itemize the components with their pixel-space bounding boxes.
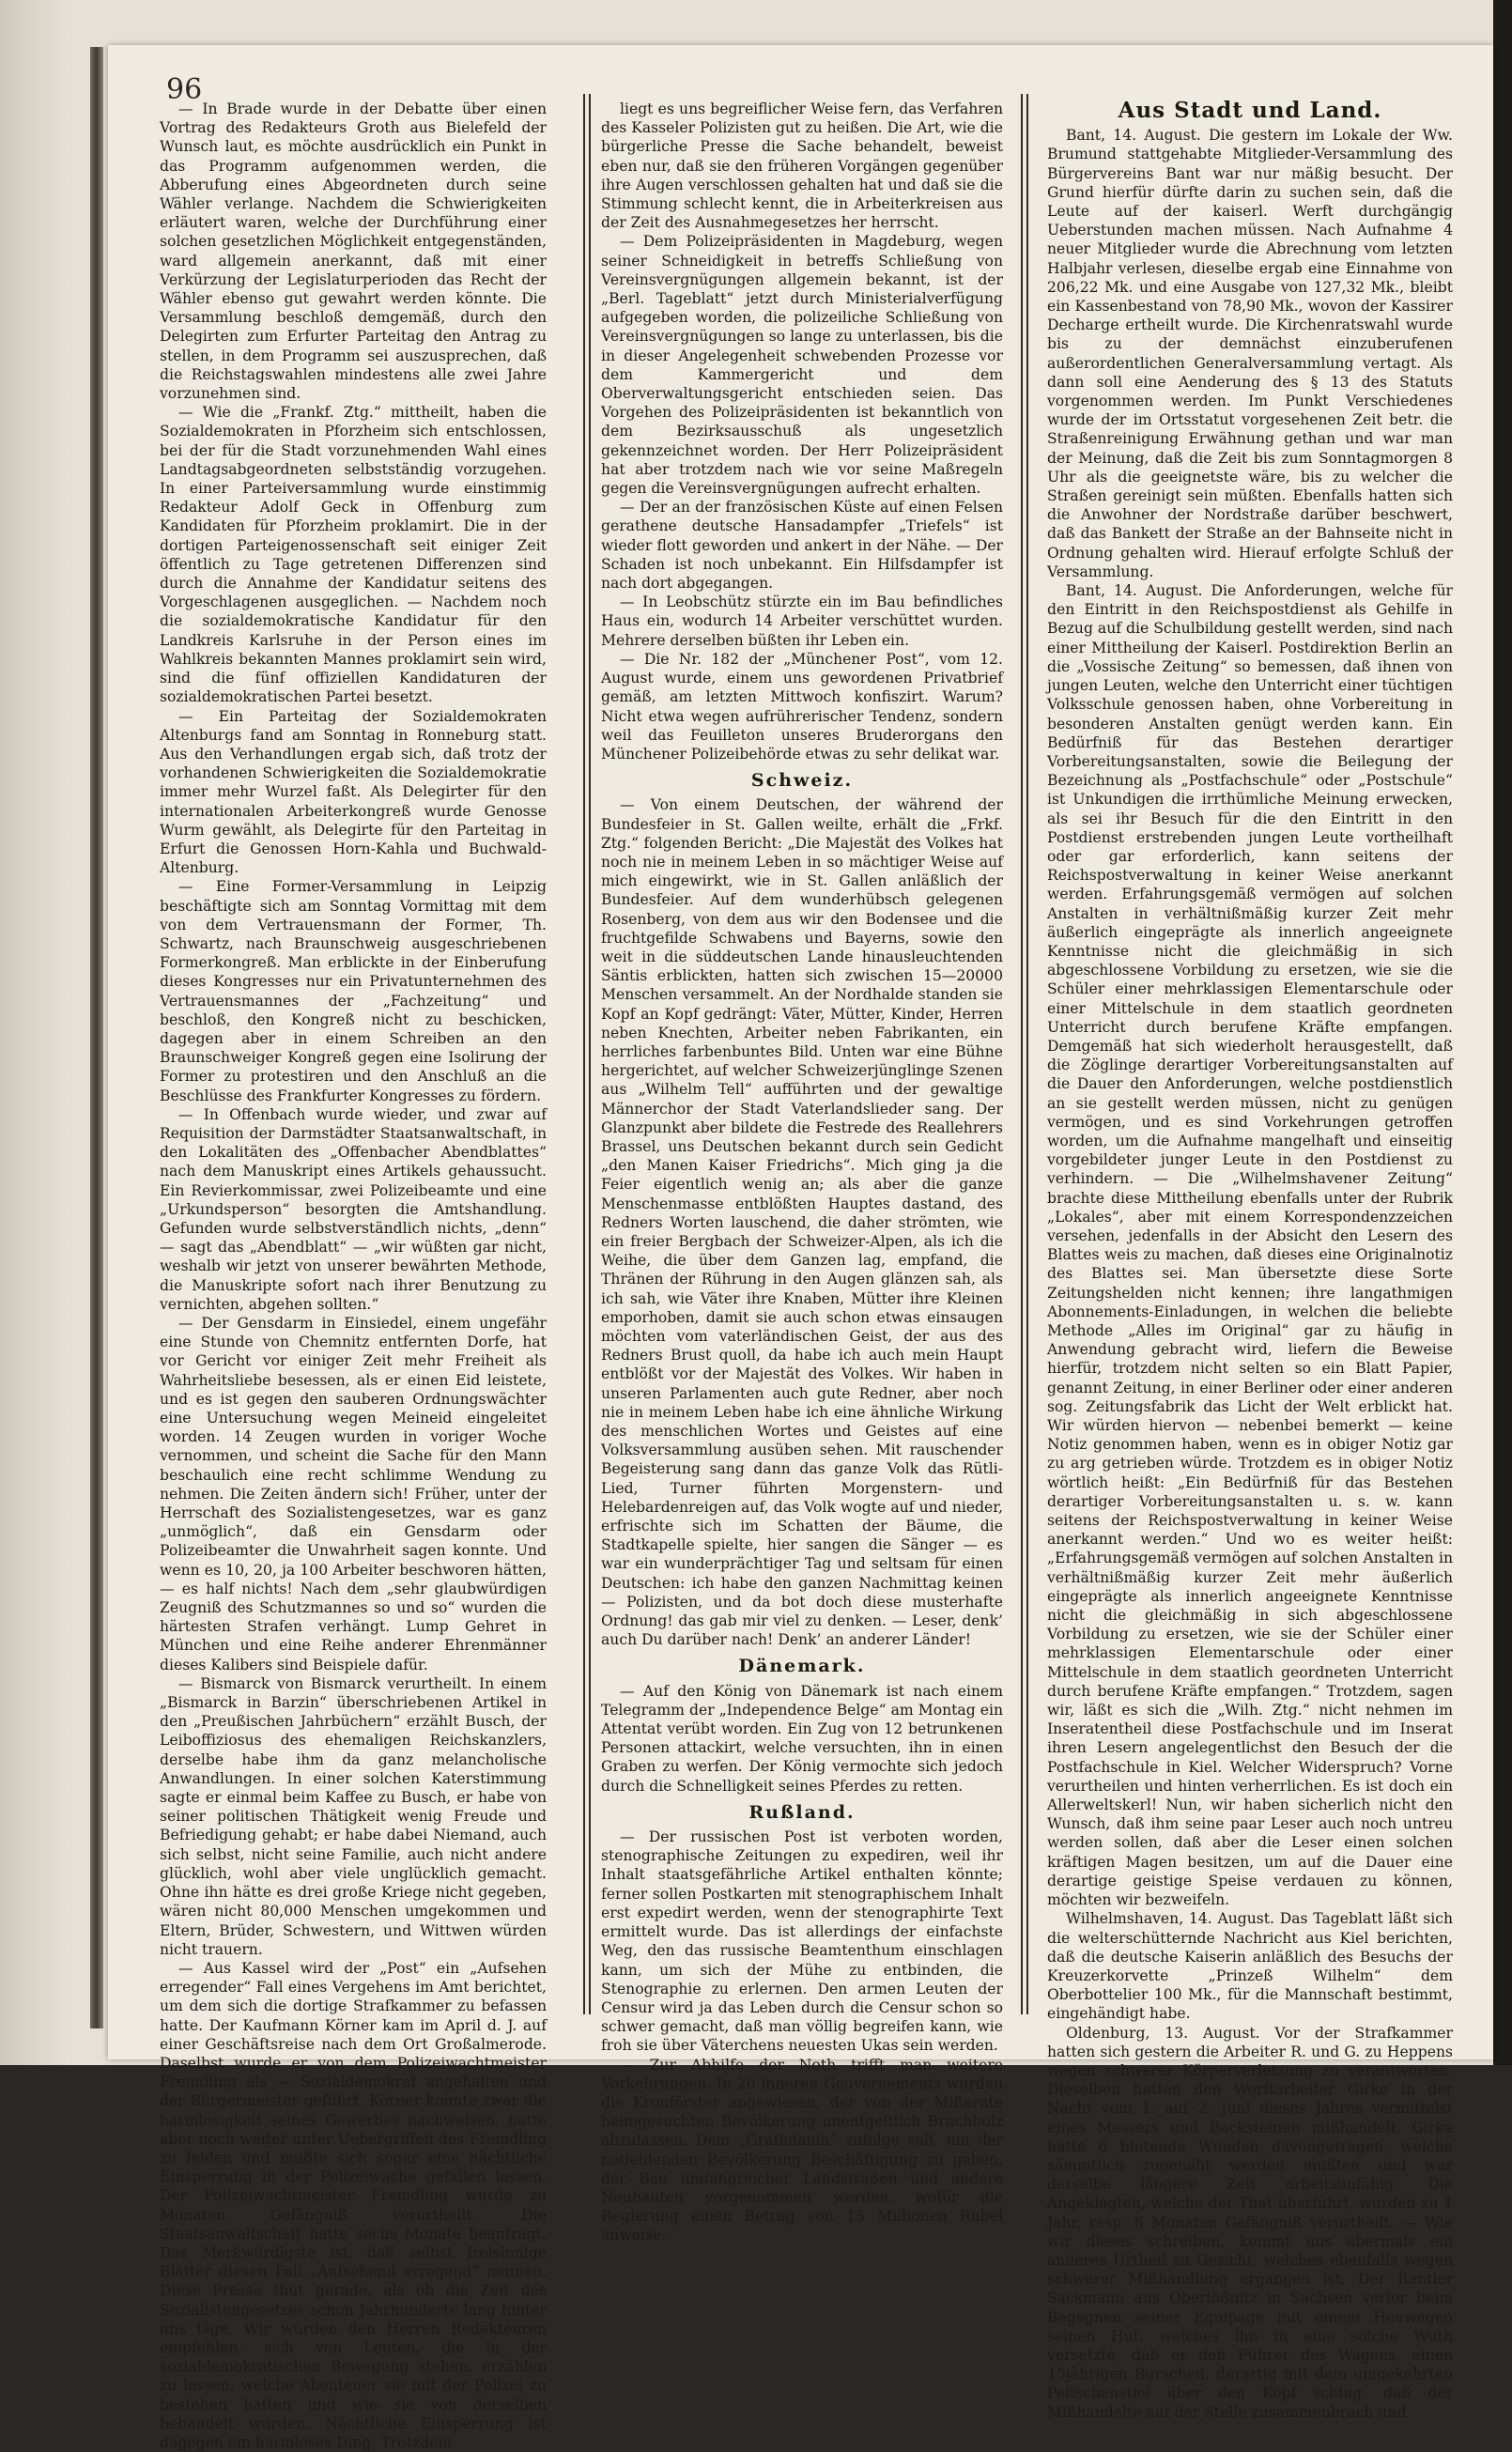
column-1 <box>160 100 547 2451</box>
article-paragraph: — Dem Polizeipräsidenten in Magdeburg, wegen seiner Schneidigkeit in betreffs Schließung von Vereinsvergnügungen allgemein bekannt, ist der „Berl. Tageblatt“ jetzt durch Ministerialverfügung aufgegeben worden, die polizeiliche Schließung von Vereinsvergnügungen so lange zu unterlassen, bis die in dieser Angelegenheit schwebenden Prozesse vor dem Kammergericht und dem Oberverwaltungsgericht entschieden seien. Das Vorgehen des Polizeipräsidenten ist bekanntlich von dem Bezirksausschuß als ungesetzlich gekennzeichnet worden. Der Herr Polizeipräsident hat aber trotzdem nach wie vor seine Maßregeln gegen die Vereinsvergnügungen aufrecht erhalten. <box>601 233 1003 498</box>
article-paragraph: Bant, 14. August. Die gestern im Lokale der Ww. Brumund stattgehabte Mitglieder-Versammlung des Bürgervereins Bant war nur mäßig besucht. Der Grund hierfür dürfte darin zu suchen sein, daß die Leute auf der kaiserl. Werft durchgängig Ueberstunden machen müssen. Nach Aufnahme 4 neuer Mitglieder wurde die Abrechnung vom letzten Halbjahr verlesen, dieselbe ergab eine Einnahme von 206,22 Mk. und eine Ausgabe von 127,32 Mk., bleibt ein Kassenbestand von 78,90 Mk., wovon der Kassirer Decharge ertheilt wurde. Die Kirchenratswahl wurde bis zu der demnächst einzuberufenen außerordentlichen Generalversammlung vertagt. Als dann soll eine Aenderung des § 13 des Statuts vorgenommen werden. Im Punkt Verschiedenes wurde der im Ortsstatut vorgesehenen Zeit betr. die Straßenreinigung Erwähnung gethan und war man der Meinung, daß die Zeit bis zum Sonntagmorgen 8 Uhr als die geeignetste wäre, bis zu welcher die Straßen gereinigt sein müßten. Ebenfalls hatten sich die Anwohner der Nordstraße darüber beschwert, daß das Bankett der Straße an der Bahnseite nicht in Ordnung gehalten wird. Hierauf erfolgte Schluß der Versammlung. <box>1047 127 1453 580</box>
section-heading-russland: Rußland. <box>748 1801 856 1823</box>
article-paragraph: — In Offenbach wurde wieder, und zwar auf Requisition der Darmstädter Staatsanwaltschaft, in den Lokalitäten des „Offenbacher Abendblattes“ nach dem Manuskript eines Artikels gehaussucht. Ein Revierkommissar, zwei Polizeibeamte und eine „Urkundsperson“ besorgten die Amtshandlung. Gefunden wurde selbstverständlich nichts, „denn“ — sagt das „Abendblatt“ — „wir wüßten gar nicht, weshalb wir jetzt von unserer bewährten Methode, die Manuskripte sofort nach ihrer Benutzung zu vernichten, abgehen sollten.“ <box>160 1105 547 1313</box>
article-paragraph: — Die Nr. 182 der „Münchener Post“, vom 12. August wurde, einem uns gewordenen Privatbrief gemäß, am letzten Mittwoch konfiszirt. Warum? Nicht etwa wegen aufrührerischer Tendenz, sondern weil das Feuilleton unseres Bruderorgans den Münchener Polizeibehörde etwas zu sehr delikat war. <box>601 650 1003 763</box>
section-heading-schweiz: Schweiz. <box>750 770 854 792</box>
article-paragraph: — Der russischen Post ist verboten worden, stenographische Zeitungen zu expediren, weil ihr Inhalt staatsgefährliche Artikel enthalten könnte; ferner sollen Postkarten mit stenographischem Inhalt erst expedirt werden, wenn der stenographirte Text ermittelt wurde. Das ist allerdings der einfachste Weg, den das russische Beamtenthum einschlagen kann, um sich der Mühe zu entbinden, die Stenographie zu erlernen. Den armen Leuten der Censur wird ja das Leben durch die Censur schon so schwer gemacht, daß man völlig begreifen kann, wie froh sie über Väterchens neuesten Ukas sein werden. <box>601 1828 1003 2055</box>
article-paragraph: — Ein Parteitag der Sozialdemokraten Altenburgs fand am Sonntag in Ronneburg statt. Aus den Verhandlungen ergab sich, daß trotz der vorhandenen Schwierigkeiten die Sozialdemokratie immer mehr Wurzel faßt. Als Delegirter für den internationalen Arbeiterkongreß wurde Genosse Wurm gewählt, als Delegirte für den Parteitag in Erfurt die Genossen Horn-Kahla und Buchwald-Altenburg. <box>160 707 547 877</box>
article-paragraph: — In Leobschütz stürzte ein im Bau befindliches Haus ein, wodurch 14 Arbeiter verschüttet wurden. Mehrere derselben büßten ihr Leben ein. <box>601 594 1003 649</box>
article-paragraph: Wilhelmshaven, 14. August. Das Tageblatt läßt sich die welterschütternde Nachricht aus Kiel berichten, daß die deutsche Kaiserin anläßlich des Besuchs der Kreuzerkorvette „Prinzeß Wilhelm“ dem Oberbottelier 100 Mk., für die Mannschaft bestimmt, eingehändigt habe. <box>1047 1910 1453 2023</box>
article-paragraph: — Aus Kassel wird der „Post“ ein „Aufsehen erregender“ Fall eines Vergehens im Amt berichtet, um dem sich die dortige Strafkammer zu befassen hatte. Der Kaufmann Körner kam im April d. J. auf einer Geschäftsreise nach dem Ort Großalmerode. Daselbst wurde er von dem Polizeiwachtmeister Fremdling als — Sozialdemokrat angehalten und der Bürgermeister geführt. Körner konnte zwar die harmlosigkeit seines Gewerbes nachweisen, hatte aber noch weiter unter Uebergriffen des Fremdling zu leiden und mußte sich sogar eine nächtliche Einsperrung in der Polizeiwache gefallen lassen. Der Polizeiwachtmeister Fremdling wurde zu Monaten Gefängniß verurtheilt. Die Staatsanwaltschaft hatte sechs Monate beantragt. Das Merkwürdigste ist, daß selbst freisinnige Blätter diesen Fall „Aufsehend erregend“ nennen. Diese Presse thut gerade, als ob die Zeit des Sozialistengesetzes schon Jahrhunderte lang hinter uns läge. Wir würden den Herren Redakteuren empfehlen, sich von Leuten, die in der sozialdemokratischen Bewegung stehen, erzählen zu lassen, welche Abenteuer sie mit der Polizei zu bestehen hatten und wie sie von derselben behandelt wurden. Nächtliche Einsperrung ist dagegen ein harmloses Ding. Trotzdem <box>160 1959 547 2451</box>
article-paragraph: liegt es uns begreiflicher Weise fern, das Verfahren des Kasseler Polizisten gut zu heißen. Die Art, wie die bürgerliche Presse die Sache behandelt, beweist eben nur, daß sie den früheren Vorgängen gegenüber ihre Augen verschlossen gehalten hat und daß sie die Stimmung schlecht kennt, die in Arbeiterkreisen aus der Zeit des Ausnahmegesetzes her herrscht. <box>601 100 1003 232</box>
article-paragraph: — Von einem Deutschen, der während der Bundesfeier in St. Gallen weilte, erhält die „Frkf. Ztg.“ folgenden Bericht: „Die Majestät des Volkes hat noch nie in meinem Leben in so mächtiger Weise auf mich eingewirkt, wie in St. Gallen anläßlich der Bundesfeier. Auf dem wunderhübsch gelegenen Rosenberg, von dem aus wir den Bodensee und die fruchtgefilde Schwabens und Bayerns, sowie den weit in die süddeutschen Lande hinausleuchtenden Säntis erblickten, hatten sich zwischen 15—20000 Menschen versammelt. An der Nordhalde standen sie Kopf an Kopf gedrängt: Väter, Mütter, Kinder, Herren neben Knechten, Arbeiter neben Fabrikanten, ein herrliches farbenbuntes Bild. Unten war eine Bühne hergerichtet, auf welcher Schweizerjünglinge Szenen aus „Wilhelm Tell“ aufführten und der gewaltige Männerchor der Stadt Vaterlandslieder sang. Der Glanzpunkt aber bildete die Festrede des Reallehrers Brassel, uns Deutschen bekannt durch sein Gedicht „den Manen Kaiser Friedrichs“. Mich ging ja die Feier eigentlich wenig an; als aber die ganze Menschenmasse entblößten Hauptes dastand, des Redners Worten lauschend, die daher strömten, wie ein freier Bergbach der Schweizer-Alpen, als ich die Weihe, die über dem Ganzen lag, empfand, die Thränen der Rührung in den Augen glänzen sah, als ich sah, wie Väter ihre Knaben, Mütter ihre Kleinen emporhoben, damit sie auch schon etwas einsaugen möchten vom vaterländischen Geist, der aus des Redners Brust quoll, da habe ich auch mein Haupt entblößt vor der Majestät des Volkes. Wir haben in unseren Parlamenten auch gute Redner, aber noch nie in meinem Leben habe ich eine ähnliche Wirkung des menschlichen Wortes und Geistes auf eine Volksversammlung ausüben sehen. Mit rauschender Begeisterung sang dann das ganze Volk das Rütli-Lied, Turner führten Morgenstern- und Helebardenreigen auf, das Volk wogte auf und nieder, erfrischte sich im Schatten der Bäume, die Stadtkapelle spielte, hier sangen die Sänger — es war ein wunderprächtiger Tag und seltsam für einen Deutschen: ich habe den ganzen Nachmittag keinen — Polizisten, und da bot doch diese musterhafte Ordnung! das gab mir viel zu denken. — Leser, denk’ auch Du darüber nach! Denk’ an anderer Länder! <box>601 796 1003 1649</box>
column-rule <box>589 94 591 2014</box>
column-2 <box>601 100 1003 2244</box>
article-paragraph: — Bismarck von Bismarck verurtheilt. In einem „Bismarck in Barzin“ überschriebenen Artikel in den „Preußischen Jahrbüchern“ erzählt Busch, der Leiboffiziosus des ehemaligen Reichskanzlers, derselbe habe ihm da ganz melancholische Anwandlungen. In einer solchen Katerstimmung sagte er einmal beim Kaffee zu Busch, er habe von seiner politischen Thätigkeit wenig Freude und Befriedigung gehabt; er habe dabei Niemand, auch sich selbst, nicht seine Familie, auch nicht andere glücklich, wohl aber viele unglücklich gemacht. Ohne ihn hätte es drei große Kriege nicht gegeben, wären nicht 80,000 Menschen umgekommen und Eltern, Brüder, Schwestern, und Wittwen würden nicht trauern. <box>160 1674 547 1958</box>
article-paragraph: — Der Gensdarm in Einsiedel, einem ungefähr eine Stunde von Chemnitz entfernten Dorfe, hat vor Gericht vor einiger Zeit mehr Freiheit als Wahrheitsliebe besessen, als er einen Eid leistete, und es ist gegen den sauberen Ordnungswächter eine Untersuchung wegen Meineid eingeleitet worden. 14 Zeugen wurden in voriger Woche vernommen, und scheint die Sache für den Mann beschaulich eine recht schlimme Wendung zu nehmen. Die Zeiten ändern sich! Früher, unter der Herrschaft des Sozialistengesetzes, war es ganz „unmöglich“, daß ein Gensdarm oder Polizeibeamter die Unwahrheit sagen konnte. Und wenn es 10, 20, ja 100 Arbeiter beschworen hätten, — es half nichts! Nach dem „sehr glaubwürdigen Zeugniß des Schutzmannes so und so“ wurden die härtesten Strafen verhängt. Lump Gehret in München und eine Reihe anderer Ehrenmänner dieses Kalibers sind Beispiele dafür. <box>160 1315 547 1673</box>
column-3 <box>1047 98 1453 2421</box>
article-paragraph: — Eine Former-Versammlung in Leipzig beschäftigte sich am Sonntag Vormittag mit dem von dem Vertrauensmann der Former, Th. Schwartz, nach Braunschweig ausgeschriebenen Formerkongreß. Man erblickte in der Einberufung dieses Kongresses nur ein Privatunternehmen des Vertrauensmannes der „Fachzeitung“ und beschloß, den Kongreß nicht zu beschicken, dagegen aber in einem Schreiben an den Braunschweiger Kongreß gegen eine Isolirung der Former zu protestiren und den Anschluß an die Beschlüsse des Frankfurter Kongresses zu fördern. <box>160 878 547 1104</box>
article-paragraph: — Wie die „Frankf. Ztg.“ mittheilt, haben die Sozialdemokraten in Pforzheim sich entschlossen, bei der für die Stadt vorzunehmenden Wahl eines Landtagsabgeordneten selbstständig vorzugehen. In einer Parteiversammlung wurde einstimmig Redakteur Adolf Geck in Offenburg zum Kandidaten für Pforzheim proklamirt. Die in der dortigen Parteigenossenschaft seit einiger Zeit öffentlich zu Tage getretenen Differenzen sind durch die Annahme der Kandidatur seitens des Vorgeschlagenen ausgeglichen. — Nachdem noch die sozialdemokratische Kandidatur für den Landkreis Karlsruhe in der Person eines im Wahlkreis bekannten Mannes proklamirt sein wird, sind die fünf offiziellen Kandidaturen der sozialdemokratischen Partei besetzt. <box>160 404 547 706</box>
scan-edge <box>1493 0 1512 2065</box>
binding-edge <box>90 47 103 2028</box>
article-paragraph: — Auf den König von Dänemark ist nach einem Telegramm der „Independence Belge“ am Montag ein Attentat verübt worden. Ein Zug von 12 betrunkenen Personen attackirt, welche versuchten, ihn in einen Graben zu werfen. Der König vermochte sich jedoch durch die Schnelligkeit seines Pferdes zu retten. <box>601 1682 1003 1795</box>
newspaper-page <box>108 45 1493 2451</box>
column-rule <box>1021 94 1023 2014</box>
section-heading-stadt-und-land: Aus Stadt und Land. <box>1118 98 1382 123</box>
article-paragraph: — Der an der französischen Küste auf einen Felsen gerathene deutsche Hansadampfer „Triefels“ ist wieder flott geworden und ankert in der Nähe. — Der Schaden ist noch unbekannt. Ein Hilfsdampfer ist nach dort abgegangen. <box>601 499 1003 593</box>
article-paragraph: — In Brade wurde in der Debatte über einen Vortrag des Redakteurs Groth aus Bielefeld der Wunsch laut, es möchte ausdrücklich ein Punkt in das Programm aufgenommen werden, die Abberufung eines Abgeordneten durch seine Wähler verlange. Nachdem die Schwierigkeiten erläutert waren, welche der Durchführung einer solchen gesetzlichen Möglichkeit entgegenständen, ward allgemein anerkannt, daß mit einer Verkürzung der Legislaturperioden das Recht der Wähler ebenso gut gewahrt werden könnte. Die Versammlung beschloß demgemäß, durch den Delegirten zum Erfurter Parteitag den Antrag zu stellen, in dem Programm sei auszusprechen, daß die Reichstagswahlen mindestens alle zwei Jahre vorzunehmen sind. <box>160 100 547 403</box>
article-paragraph: Oldenburg, 13. August. Vor der Strafkammer hatten sich gestern die Arbeiter R. und G. zu Heppens wegen schwerer Körperverletzung zu verantworten. Dieselben hatten den Werftarbeiter Girke in der Nacht vom 1. auf 2. Juni dieses Jahres vermittelst eines Messers und Backsteinen mißhandelt. Girke hatte 6 blutende Wunden davongetragen, welche sämmtlich zugenäht werden mußten und war derselbe längere Zeit arbeitsunfähig. Die Angeklagten, welche der That überführt, wurden zu 1 Jahr, resp. 6 Monaten Gefängniß verurtheilt. — Wie wir dieses schreiben, kommt uns abermals ein anderes Urtheil zu Gesicht, welches ebenfalls wegen schwerer Mißhandlung ergangen ist. Der Rentier Sackmann aus Oberlößnitz in Sachsen verlor beim Begegnen seiner Equipage mit einem Heuwagen seinen Hut, welches ihn in eine solche Wuth versetzte, daß er den Führer des Wagens, einen 15jährigen Burschen, derartig mit dem umgekehrten Peitschenstiel über den Kopf schlug, daß der Mißhandelte auf der Stelle zusammenbrach und <box>1047 2024 1453 2421</box>
page-number: 96 <box>166 73 203 106</box>
column-rule <box>583 94 585 2014</box>
column-rule <box>1026 94 1028 2014</box>
article-paragraph: — Zur Abhilfe der Noth trifft man weitere Vorkehrungen. In 20 inneren Gouvernements wurden die Kronförster angewiesen, der von der Mißernte heimgesuchten Bevölkerung unentgeltlich Bruchholz abzulassen. Dem „Grafhdanin“ zufolge soll, um der notleidenden Bevölkerung Beschäftigung zu geben, der Bau umfangreicher Landstraßen und andere Neubauten vorgenommen werden, wofür die Regierung einen Betrag von 15 Millionen Rubel anweise. <box>601 2056 1003 2244</box>
section-heading-daenemark: Dänemark. <box>738 1656 866 1677</box>
scan-margin <box>0 0 99 2065</box>
article-paragraph: Bant, 14. August. Die Anforderungen, welche für den Eintritt in den Reichspostdienst als Gehilfe in Bezug auf die Schulbildung gestellt werden, sind nach einer Mittheilung der Kaiserl. Postdirektion Berlin an die „Vossische Zeitung“ so bemessen, daß ihnen von jungen Leuten, welche den Unterricht einer tüchtigen Volksschule genossen haben, ohne Vorbereitung in besonderen Anstalten genügt werden kann. Ein Bedürfniß für das Bestehen derartiger Vorbereitungsanstalten, sowie die Beilegung der Bezeichnung als „Postfachschule“ oder „Postschule“ ist Unkundigen die irrthümliche Meinung erwecken, als sei ihr Besuch für die den Eintritt in den Postdienst erstrebenden jungen Leute vortheilhaft oder gar erforderlich, kann seitens der Reichspostverwaltung in keiner Weise anerkannt werden. Erfahrungsgemäß vermögen auf solchen Anstalten in verhältnißmäßig kurzer Zeit mehr äußerlich eingeprägte als innerlich angeeignete Kenntnisse nicht die gleichmäßig in sich abgeschlossene Vorbildung zu ersetzen, wie sie die Schüler einer mehrklassigen Elementarschule oder einer Mittelschule in dem staatlich geordneten Unterricht durch berufene Kräfte empfangen. Demgemäß hat sich wiederholt herausgestellt, daß die Zöglinge derartiger Vorbereitungsanstalten auf die Dauer den Anforderungen, welche postdienstlich an sie gestellt werden müssen, nicht zu genügen vermögen, und es sind Vorkehrungen getroffen worden, um die Aufnahme mangelhaft und einseitig vorgebildeter junger Leute in den Postdienst zu verhindern. — Die „Wilhelmshavener Zeitung“ brachte diese Mittheilung ebenfalls unter der Rubrik „Lokales“, aber mit einem Korrespondenzzeichen versehen, jedenfalls in der Absicht den Lesern des Blattes weis zu machen, daß dieses eine Originalnotiz des Blattes sei. Man übersetzte diese Sorte Zeitungshelden nicht kennen; ihre langathmigen Abonnements-Einladungen, in welchen die beliebte Methode „Alles im Original“ gar zu häufig in Anwendung gebracht wird, liefern die Beweise hierfür, trotzdem nicht selten so ein Blatt Papier, genannt Zeitung, in einer Berliner oder einer anderen sog. Zeitungsfabrik das Licht der Welt erblickt hat. Wir würden hiervon — nebenbei bemerkt — keine Notiz genommen haben, wenn es in obiger Notiz gar zu arg getrieben würde. Trotzdem es in obiger Notiz wörtlich heißt: „Ein Bedürfniß für das Bestehen derartiger Vorbereitungsanstalten u. s. w. kann seitens der Reichspostverwaltung in keiner Weise anerkannt werden.“ Und wo es weiter heißt: „Erfahrungsgemäß vermögen auf solchen Anstalten in verhältnißmäßig kurzer Zeit mehr äußerlich eingeprägte als innerlich angeeignete Kenntnisse nicht die gleichmäßig in sich abgeschlossene Vorbildung zu ersetzen, wie sie der Schüler einer mehrklassigen Elementarschule oder einer Mittelschule in dem staatlich geordneten Unterricht durch berufene Kräfte empfangen.“ Trotzdem, sagen wir, läßt es sich die „Wilh. Ztg.“ nicht nehmen im Inseratentheil diese Postfachschule und im Inserat ihren Lesern angelegentlichst den Besuch der die Postfachschule in Kiel. Welcher Widerspruch? Vorne verurtheilen und hinten verherrlichen. Es ist doch ein Allerweltskerl! Nun, wir haben sicherlich nicht den Wunsch, daß ihm seine paar Leser auch noch untreu werden sollen, daß aber die Leser einen solchen kräftigen Magen besitzen, um auf die Dauer eine derartige geistige Speise verdauen zu können, möchten wir bezweifeln. <box>1047 582 1453 1909</box>
